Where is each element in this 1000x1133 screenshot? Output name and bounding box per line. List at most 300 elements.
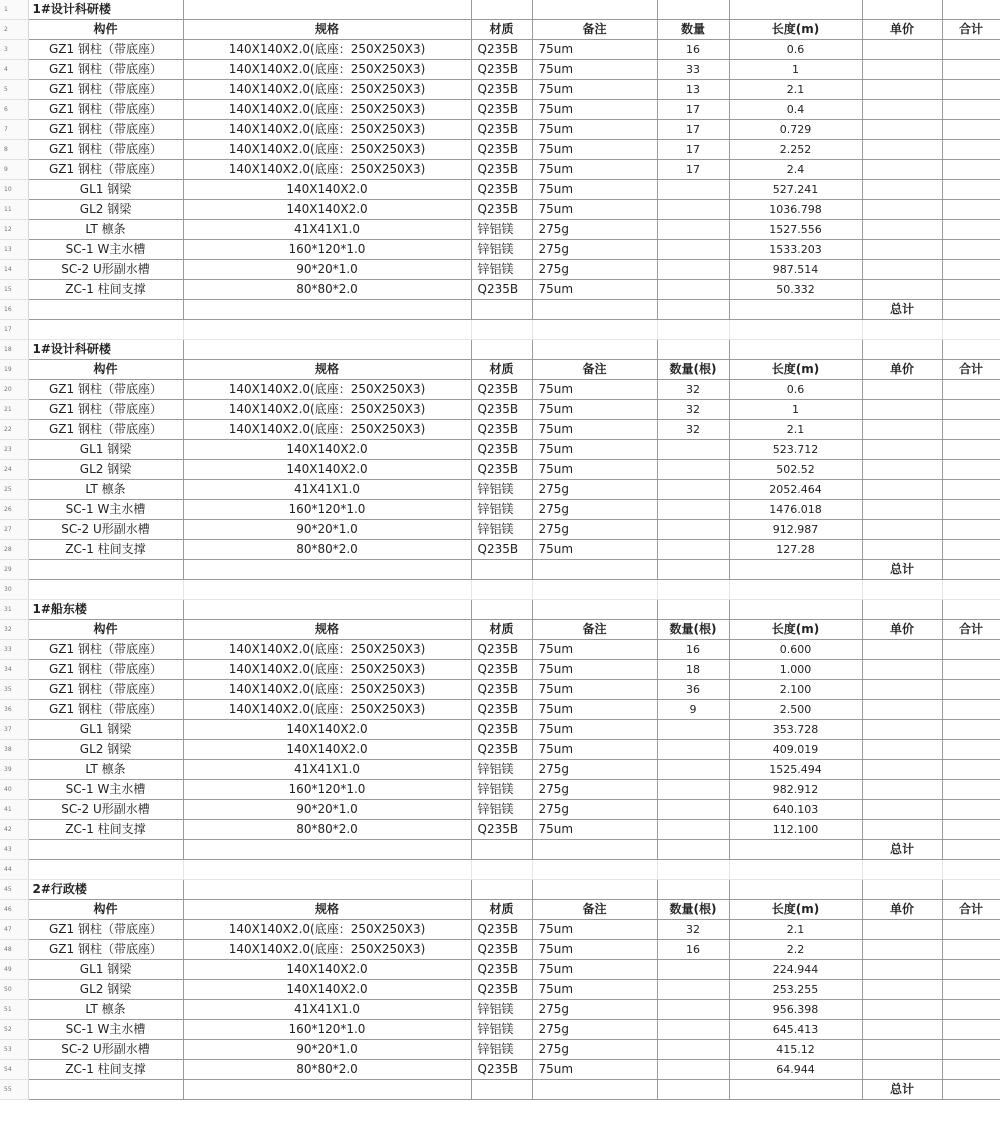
qty-cell[interactable] — [657, 280, 729, 300]
row-number[interactable]: 42 — [0, 820, 28, 840]
note-cell[interactable]: 275g — [532, 780, 657, 800]
note-cell[interactable]: 75um — [532, 40, 657, 60]
row-number[interactable]: 51 — [0, 1000, 28, 1020]
total-cell[interactable] — [942, 540, 1000, 560]
row-number[interactable]: 15 — [0, 280, 28, 300]
spec-cell[interactable]: 80*80*2.0 — [183, 540, 471, 560]
row-number[interactable]: 5 — [0, 80, 28, 100]
unit-price-cell[interactable] — [862, 500, 942, 520]
note-cell[interactable]: 75um — [532, 120, 657, 140]
component-cell[interactable]: GZ1 钢柱（带底座） — [28, 60, 183, 80]
total-cell[interactable] — [942, 100, 1000, 120]
unit-price-cell[interactable] — [862, 220, 942, 240]
empty-cell[interactable] — [729, 340, 862, 360]
qty-cell[interactable] — [657, 500, 729, 520]
length-cell[interactable]: 912.987 — [729, 520, 862, 540]
total-cell[interactable] — [942, 80, 1000, 100]
material-cell[interactable]: Q235B — [471, 740, 532, 760]
component-cell[interactable]: LT 檩条 — [28, 480, 183, 500]
row-number[interactable]: 32 — [0, 620, 28, 640]
row-number[interactable]: 35 — [0, 680, 28, 700]
header-length[interactable]: 长度(m) — [729, 620, 862, 640]
length-cell[interactable]: 0.6 — [729, 380, 862, 400]
component-cell[interactable]: GZ1 钢柱（带底座） — [28, 40, 183, 60]
material-cell[interactable]: Q235B — [471, 280, 532, 300]
total-value-cell[interactable] — [942, 300, 1000, 320]
note-cell[interactable]: 75um — [532, 960, 657, 980]
empty-cell[interactable] — [862, 860, 942, 880]
component-cell[interactable]: GZ1 钢柱（带底座） — [28, 140, 183, 160]
material-cell[interactable]: Q235B — [471, 160, 532, 180]
component-cell[interactable]: GZ1 钢柱（带底座） — [28, 100, 183, 120]
empty-cell[interactable] — [942, 860, 1000, 880]
section-title[interactable]: 1#设计科研楼 — [28, 0, 183, 20]
spec-cell[interactable]: 160*120*1.0 — [183, 500, 471, 520]
empty-cell[interactable] — [657, 300, 729, 320]
empty-cell[interactable] — [942, 580, 1000, 600]
row-number[interactable]: 18 — [0, 340, 28, 360]
empty-cell[interactable] — [657, 560, 729, 580]
component-cell[interactable]: GZ1 钢柱（带底座） — [28, 380, 183, 400]
spec-cell[interactable]: 140X140X2.0(底座：250X250X3) — [183, 380, 471, 400]
unit-price-cell[interactable] — [862, 740, 942, 760]
note-cell[interactable]: 275g — [532, 1020, 657, 1040]
total-label[interactable]: 总计 — [862, 1080, 942, 1100]
total-label[interactable]: 总计 — [862, 840, 942, 860]
component-cell[interactable]: GZ1 钢柱（带底座） — [28, 420, 183, 440]
row-number[interactable]: 45 — [0, 880, 28, 900]
note-cell[interactable]: 75um — [532, 80, 657, 100]
header-qty[interactable]: 数量(根) — [657, 620, 729, 640]
component-cell[interactable]: GZ1 钢柱（带底座） — [28, 120, 183, 140]
material-cell[interactable]: Q235B — [471, 960, 532, 980]
total-cell[interactable] — [942, 480, 1000, 500]
qty-cell[interactable]: 32 — [657, 420, 729, 440]
empty-cell[interactable] — [532, 860, 657, 880]
empty-cell[interactable] — [657, 880, 729, 900]
qty-cell[interactable] — [657, 980, 729, 1000]
empty-cell[interactable] — [532, 580, 657, 600]
total-cell[interactable] — [942, 240, 1000, 260]
empty-cell[interactable] — [28, 860, 183, 880]
component-cell[interactable]: GL1 钢梁 — [28, 180, 183, 200]
note-cell[interactable]: 75um — [532, 460, 657, 480]
empty-cell[interactable] — [942, 880, 1000, 900]
note-cell[interactable]: 75um — [532, 60, 657, 80]
header-qty[interactable]: 数量(根) — [657, 900, 729, 920]
empty-cell[interactable] — [28, 300, 183, 320]
row-number[interactable]: 30 — [0, 580, 28, 600]
qty-cell[interactable]: 18 — [657, 660, 729, 680]
empty-cell[interactable] — [28, 1080, 183, 1100]
empty-cell[interactable] — [942, 0, 1000, 20]
empty-cell[interactable] — [657, 1080, 729, 1100]
length-cell[interactable]: 2.1 — [729, 920, 862, 940]
spec-cell[interactable]: 140X140X2.0 — [183, 980, 471, 1000]
length-cell[interactable]: 127.28 — [729, 540, 862, 560]
qty-cell[interactable] — [657, 460, 729, 480]
qty-cell[interactable] — [657, 1040, 729, 1060]
component-cell[interactable]: GZ1 钢柱（带底座） — [28, 920, 183, 940]
spec-cell[interactable]: 140X140X2.0(底座：250X250X3) — [183, 120, 471, 140]
material-cell[interactable]: Q235B — [471, 940, 532, 960]
empty-cell[interactable] — [183, 300, 471, 320]
length-cell[interactable]: 0.600 — [729, 640, 862, 660]
qty-cell[interactable] — [657, 260, 729, 280]
unit-price-cell[interactable] — [862, 180, 942, 200]
component-cell[interactable]: ZC-1 柱间支撑 — [28, 280, 183, 300]
row-number[interactable]: 11 — [0, 200, 28, 220]
spec-cell[interactable]: 140X140X2.0(底座：250X250X3) — [183, 160, 471, 180]
spec-cell[interactable]: 140X140X2.0(底座：250X250X3) — [183, 660, 471, 680]
qty-cell[interactable]: 32 — [657, 920, 729, 940]
row-number[interactable]: 53 — [0, 1040, 28, 1060]
qty-cell[interactable] — [657, 240, 729, 260]
material-cell[interactable]: 锌铝镁 — [471, 1040, 532, 1060]
empty-cell[interactable] — [729, 880, 862, 900]
empty-cell[interactable] — [532, 340, 657, 360]
component-cell[interactable]: GZ1 钢柱（带底座） — [28, 940, 183, 960]
row-number[interactable]: 33 — [0, 640, 28, 660]
total-cell[interactable] — [942, 160, 1000, 180]
header-unit-price[interactable]: 单价 — [862, 620, 942, 640]
length-cell[interactable]: 353.728 — [729, 720, 862, 740]
unit-price-cell[interactable] — [862, 60, 942, 80]
spec-cell[interactable]: 140X140X2.0 — [183, 460, 471, 480]
empty-cell[interactable] — [729, 320, 862, 340]
spec-cell[interactable]: 140X140X2.0(底座：250X250X3) — [183, 920, 471, 940]
unit-price-cell[interactable] — [862, 1060, 942, 1080]
material-cell[interactable]: Q235B — [471, 100, 532, 120]
header-qty[interactable]: 数量 — [657, 20, 729, 40]
qty-cell[interactable] — [657, 760, 729, 780]
empty-cell[interactable] — [183, 600, 471, 620]
empty-cell[interactable] — [729, 300, 862, 320]
spec-cell[interactable]: 140X140X2.0(底座：250X250X3) — [183, 100, 471, 120]
header-material[interactable]: 材质 — [471, 360, 532, 380]
qty-cell[interactable]: 16 — [657, 40, 729, 60]
total-cell[interactable] — [942, 140, 1000, 160]
spec-cell[interactable]: 90*20*1.0 — [183, 520, 471, 540]
unit-price-cell[interactable] — [862, 940, 942, 960]
section-title[interactable]: 2#行政楼 — [28, 880, 183, 900]
component-cell[interactable]: SC-1 W主水槽 — [28, 780, 183, 800]
row-number[interactable]: 40 — [0, 780, 28, 800]
total-value-cell[interactable] — [942, 840, 1000, 860]
spec-cell[interactable]: 140X140X2.0(底座：250X250X3) — [183, 40, 471, 60]
empty-cell[interactable] — [471, 320, 532, 340]
unit-price-cell[interactable] — [862, 660, 942, 680]
header-note[interactable]: 备注 — [532, 900, 657, 920]
material-cell[interactable]: 锌铝镁 — [471, 500, 532, 520]
material-cell[interactable]: 锌铝镁 — [471, 520, 532, 540]
total-cell[interactable] — [942, 440, 1000, 460]
length-cell[interactable]: 2.500 — [729, 700, 862, 720]
length-cell[interactable]: 1527.556 — [729, 220, 862, 240]
row-number[interactable]: 12 — [0, 220, 28, 240]
component-cell[interactable]: GZ1 钢柱（带底座） — [28, 680, 183, 700]
empty-cell[interactable] — [183, 320, 471, 340]
unit-price-cell[interactable] — [862, 40, 942, 60]
note-cell[interactable]: 75um — [532, 920, 657, 940]
length-cell[interactable]: 409.019 — [729, 740, 862, 760]
qty-cell[interactable]: 17 — [657, 140, 729, 160]
empty-cell[interactable] — [532, 560, 657, 580]
total-cell[interactable] — [942, 780, 1000, 800]
qty-cell[interactable]: 13 — [657, 80, 729, 100]
spec-cell[interactable]: 160*120*1.0 — [183, 1020, 471, 1040]
note-cell[interactable]: 275g — [532, 1040, 657, 1060]
empty-cell[interactable] — [942, 600, 1000, 620]
row-number[interactable]: 21 — [0, 400, 28, 420]
empty-cell[interactable] — [729, 560, 862, 580]
note-cell[interactable]: 75um — [532, 420, 657, 440]
total-cell[interactable] — [942, 180, 1000, 200]
empty-cell[interactable] — [862, 340, 942, 360]
material-cell[interactable]: 锌铝镁 — [471, 220, 532, 240]
empty-cell[interactable] — [729, 580, 862, 600]
note-cell[interactable]: 275g — [532, 500, 657, 520]
header-spec[interactable]: 规格 — [183, 620, 471, 640]
empty-cell[interactable] — [862, 580, 942, 600]
length-cell[interactable]: 224.944 — [729, 960, 862, 980]
length-cell[interactable]: 253.255 — [729, 980, 862, 1000]
material-cell[interactable]: Q235B — [471, 720, 532, 740]
empty-cell[interactable] — [532, 880, 657, 900]
unit-price-cell[interactable] — [862, 520, 942, 540]
material-cell[interactable]: Q235B — [471, 820, 532, 840]
empty-cell[interactable] — [471, 880, 532, 900]
spec-cell[interactable]: 140X140X2.0(底座：250X250X3) — [183, 400, 471, 420]
total-cell[interactable] — [942, 400, 1000, 420]
material-cell[interactable]: Q235B — [471, 540, 532, 560]
qty-cell[interactable] — [657, 1000, 729, 1020]
row-number[interactable]: 38 — [0, 740, 28, 760]
row-number[interactable]: 44 — [0, 860, 28, 880]
total-value-cell[interactable] — [942, 560, 1000, 580]
note-cell[interactable]: 275g — [532, 220, 657, 240]
material-cell[interactable]: Q235B — [471, 980, 532, 1000]
qty-cell[interactable] — [657, 440, 729, 460]
row-number[interactable]: 16 — [0, 300, 28, 320]
total-cell[interactable] — [942, 960, 1000, 980]
total-cell[interactable] — [942, 640, 1000, 660]
length-cell[interactable]: 1476.018 — [729, 500, 862, 520]
note-cell[interactable]: 75um — [532, 540, 657, 560]
row-number[interactable]: 47 — [0, 920, 28, 940]
component-cell[interactable]: ZC-1 柱间支撑 — [28, 540, 183, 560]
length-cell[interactable]: 2.100 — [729, 680, 862, 700]
component-cell[interactable]: ZC-1 柱间支撑 — [28, 820, 183, 840]
note-cell[interactable]: 275g — [532, 760, 657, 780]
spec-cell[interactable]: 140X140X2.0 — [183, 720, 471, 740]
note-cell[interactable]: 275g — [532, 1000, 657, 1020]
total-cell[interactable] — [942, 760, 1000, 780]
spec-cell[interactable]: 41X41X1.0 — [183, 1000, 471, 1020]
note-cell[interactable]: 75um — [532, 180, 657, 200]
empty-cell[interactable] — [183, 860, 471, 880]
spec-cell[interactable]: 140X140X2.0(底座：250X250X3) — [183, 420, 471, 440]
row-number[interactable]: 54 — [0, 1060, 28, 1080]
qty-cell[interactable] — [657, 220, 729, 240]
row-number[interactable]: 31 — [0, 600, 28, 620]
empty-cell[interactable] — [471, 840, 532, 860]
qty-cell[interactable] — [657, 780, 729, 800]
material-cell[interactable]: Q235B — [471, 400, 532, 420]
total-label[interactable]: 总计 — [862, 560, 942, 580]
row-number[interactable]: 55 — [0, 1080, 28, 1100]
header-length[interactable]: 长度(m) — [729, 20, 862, 40]
row-number[interactable]: 10 — [0, 180, 28, 200]
material-cell[interactable]: 锌铝镁 — [471, 1000, 532, 1020]
component-cell[interactable]: GZ1 钢柱（带底座） — [28, 660, 183, 680]
length-cell[interactable]: 1036.798 — [729, 200, 862, 220]
spec-cell[interactable]: 90*20*1.0 — [183, 260, 471, 280]
qty-cell[interactable] — [657, 540, 729, 560]
empty-cell[interactable] — [729, 840, 862, 860]
unit-price-cell[interactable] — [862, 700, 942, 720]
length-cell[interactable]: 0.6 — [729, 40, 862, 60]
total-cell[interactable] — [942, 1040, 1000, 1060]
row-number[interactable]: 13 — [0, 240, 28, 260]
empty-cell[interactable] — [862, 600, 942, 620]
unit-price-cell[interactable] — [862, 260, 942, 280]
length-cell[interactable]: 1525.494 — [729, 760, 862, 780]
total-cell[interactable] — [942, 420, 1000, 440]
component-cell[interactable]: GZ1 钢柱（带底座） — [28, 700, 183, 720]
unit-price-cell[interactable] — [862, 540, 942, 560]
material-cell[interactable]: Q235B — [471, 1060, 532, 1080]
header-spec[interactable]: 规格 — [183, 20, 471, 40]
note-cell[interactable]: 75um — [532, 200, 657, 220]
material-cell[interactable]: 锌铝镁 — [471, 800, 532, 820]
qty-cell[interactable] — [657, 200, 729, 220]
empty-cell[interactable] — [183, 840, 471, 860]
component-cell[interactable]: SC-2 U形副水槽 — [28, 800, 183, 820]
material-cell[interactable]: Q235B — [471, 420, 532, 440]
material-cell[interactable]: Q235B — [471, 680, 532, 700]
note-cell[interactable]: 75um — [532, 160, 657, 180]
length-cell[interactable]: 2.1 — [729, 420, 862, 440]
total-cell[interactable] — [942, 820, 1000, 840]
empty-cell[interactable] — [183, 560, 471, 580]
header-total[interactable]: 合计 — [942, 20, 1000, 40]
row-number[interactable]: 3 — [0, 40, 28, 60]
total-cell[interactable] — [942, 380, 1000, 400]
length-cell[interactable]: 415.12 — [729, 1040, 862, 1060]
note-cell[interactable]: 75um — [532, 1060, 657, 1080]
empty-cell[interactable] — [471, 860, 532, 880]
length-cell[interactable]: 1533.203 — [729, 240, 862, 260]
qty-cell[interactable]: 33 — [657, 60, 729, 80]
qty-cell[interactable] — [657, 480, 729, 500]
component-cell[interactable]: GL2 钢梁 — [28, 200, 183, 220]
length-cell[interactable]: 2.1 — [729, 80, 862, 100]
material-cell[interactable]: 锌铝镁 — [471, 240, 532, 260]
empty-cell[interactable] — [471, 580, 532, 600]
empty-cell[interactable] — [532, 600, 657, 620]
row-number[interactable]: 17 — [0, 320, 28, 340]
material-cell[interactable]: Q235B — [471, 120, 532, 140]
material-cell[interactable]: Q235B — [471, 140, 532, 160]
length-cell[interactable]: 523.712 — [729, 440, 862, 460]
component-cell[interactable]: GL1 钢梁 — [28, 720, 183, 740]
total-cell[interactable] — [942, 220, 1000, 240]
empty-cell[interactable] — [862, 880, 942, 900]
row-number[interactable]: 4 — [0, 60, 28, 80]
header-spec[interactable]: 规格 — [183, 900, 471, 920]
row-number[interactable]: 34 — [0, 660, 28, 680]
spec-cell[interactable]: 140X140X2.0 — [183, 200, 471, 220]
row-number[interactable]: 19 — [0, 360, 28, 380]
row-number[interactable]: 49 — [0, 960, 28, 980]
total-label[interactable]: 总计 — [862, 300, 942, 320]
total-cell[interactable] — [942, 200, 1000, 220]
empty-cell[interactable] — [183, 0, 471, 20]
header-note[interactable]: 备注 — [532, 20, 657, 40]
component-cell[interactable]: SC-1 W主水槽 — [28, 1020, 183, 1040]
spec-cell[interactable]: 140X140X2.0 — [183, 740, 471, 760]
total-cell[interactable] — [942, 280, 1000, 300]
empty-cell[interactable] — [729, 0, 862, 20]
qty-cell[interactable]: 16 — [657, 640, 729, 660]
empty-cell[interactable] — [657, 580, 729, 600]
header-note[interactable]: 备注 — [532, 360, 657, 380]
header-unit-price[interactable]: 单价 — [862, 360, 942, 380]
spec-cell[interactable]: 160*120*1.0 — [183, 780, 471, 800]
empty-cell[interactable] — [471, 340, 532, 360]
empty-cell[interactable] — [729, 600, 862, 620]
component-cell[interactable]: GL1 钢梁 — [28, 440, 183, 460]
length-cell[interactable]: 1 — [729, 400, 862, 420]
spec-cell[interactable]: 140X140X2.0(底座：250X250X3) — [183, 640, 471, 660]
row-number[interactable]: 7 — [0, 120, 28, 140]
component-cell[interactable]: GZ1 钢柱（带底座） — [28, 400, 183, 420]
empty-cell[interactable] — [942, 340, 1000, 360]
row-number[interactable]: 27 — [0, 520, 28, 540]
qty-cell[interactable]: 32 — [657, 400, 729, 420]
component-cell[interactable]: LT 檩条 — [28, 760, 183, 780]
total-cell[interactable] — [942, 1020, 1000, 1040]
note-cell[interactable]: 75um — [532, 720, 657, 740]
total-cell[interactable] — [942, 1000, 1000, 1020]
material-cell[interactable]: 锌铝镁 — [471, 480, 532, 500]
header-material[interactable]: 材质 — [471, 20, 532, 40]
total-cell[interactable] — [942, 700, 1000, 720]
length-cell[interactable]: 1 — [729, 60, 862, 80]
material-cell[interactable]: Q235B — [471, 460, 532, 480]
material-cell[interactable]: Q235B — [471, 640, 532, 660]
material-cell[interactable]: 锌铝镁 — [471, 260, 532, 280]
unit-price-cell[interactable] — [862, 680, 942, 700]
material-cell[interactable]: Q235B — [471, 380, 532, 400]
spec-cell[interactable]: 80*80*2.0 — [183, 820, 471, 840]
note-cell[interactable]: 275g — [532, 800, 657, 820]
material-cell[interactable]: 锌铝镁 — [471, 760, 532, 780]
empty-cell[interactable] — [532, 1080, 657, 1100]
note-cell[interactable]: 75um — [532, 400, 657, 420]
note-cell[interactable]: 75um — [532, 280, 657, 300]
section-title[interactable]: 1#设计科研楼 — [28, 340, 183, 360]
length-cell[interactable]: 2.2 — [729, 940, 862, 960]
row-number[interactable]: 37 — [0, 720, 28, 740]
material-cell[interactable]: Q235B — [471, 700, 532, 720]
unit-price-cell[interactable] — [862, 280, 942, 300]
component-cell[interactable]: GL2 钢梁 — [28, 460, 183, 480]
header-total[interactable]: 合计 — [942, 900, 1000, 920]
component-cell[interactable]: SC-2 U形副水槽 — [28, 260, 183, 280]
spec-cell[interactable]: 80*80*2.0 — [183, 1060, 471, 1080]
